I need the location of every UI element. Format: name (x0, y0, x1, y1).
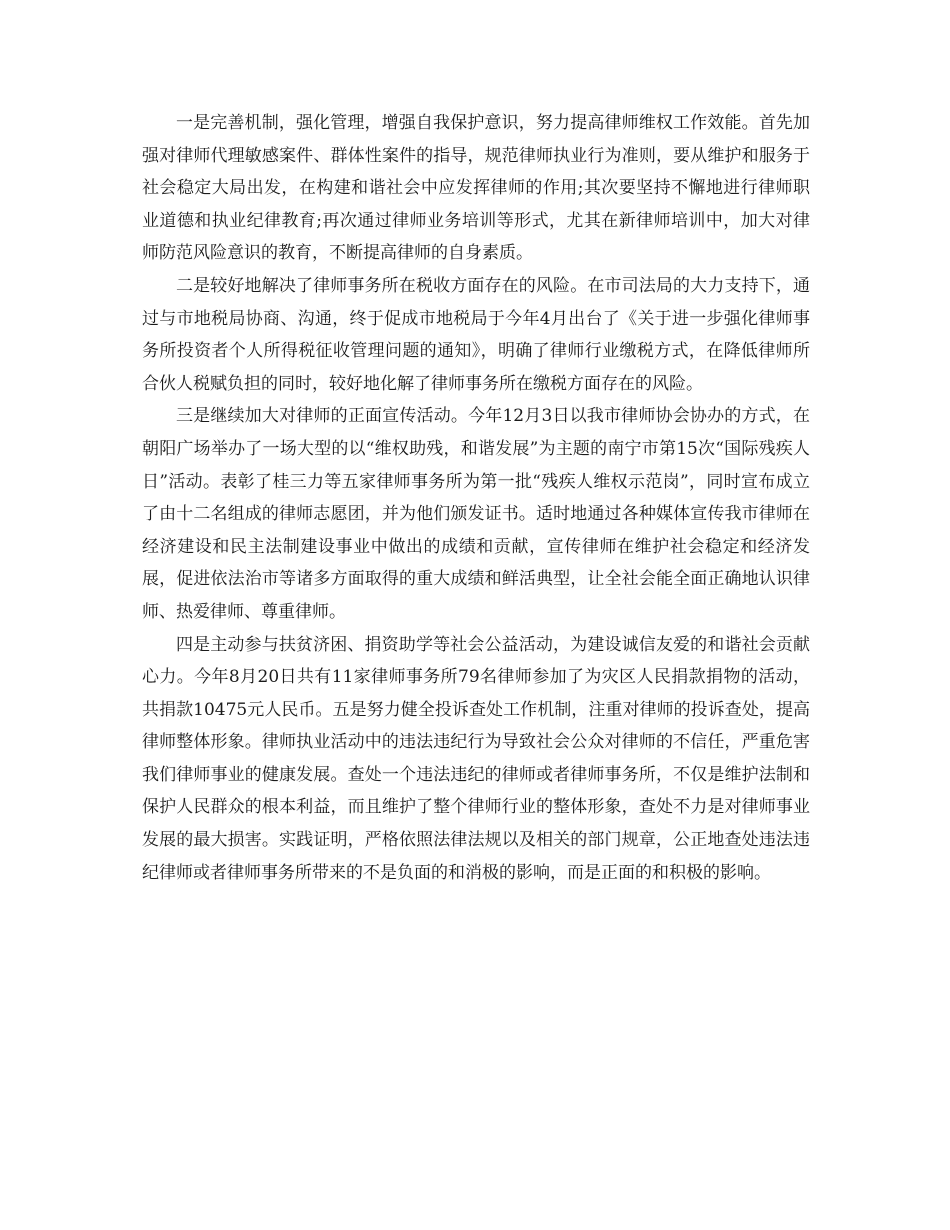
paragraph-3: 三是继续加大对律师的正面宣传活动。今年12月3日以我市律师协会协办的方式，在朝阳广场举办了一场大型的以“维权助残，和谐发展”为主题的南宁市第15次“国际残疾人日”活动。表彰了桂三力等五家律师事务所为第一批“残疾人维权示范岗”，同时宣布成立了由十二名组成的律师志愿团，并为他们颁发证书。适时地通过各种媒体宣传我市律师在经济建设和民主法制建设事业中做出的成绩和贡献，宣传律师在维护社会稳定和经济发展，促进依法治市等诸多方面取得的重大成绩和鲜活典型，让全社会能全面正确地认识律师、热爱律师、尊重律师。 (142, 406, 810, 622)
paragraph-4: 四是主动参与扶贫济困、捐资助学等社会公益活动，为建设诚信友爱的和谐社会贡献心力。今年8月20日共有11家律师事务所79名律师参加了为灾区人民捐款捐物的活动，共捐款10475元人民币。五是努力健全投诉查处工作机制，注重对律师的投诉查处，提高律师整体形象。律师执业活动中的违法违纪行为导致社会公众对律师的不信任，严重危害我们律师事业的健康发展。查处一个违法违纪的律师或者律师事务所，不仅是维护法制和保护人民群众的根本利益，而且维护了整个律师行业的整体形象，查处不力是对律师事业发展的最大损害。实践证明，严格依照法律法规以及相关的部门规章，公正地查处违法违纪律师或者律师事务所带来的不是负面的和消极的影响，而是正面的和积极的影响。 (142, 634, 810, 883)
paragraph-1: 一是完善机制，强化管理，增强自我保护意识，努力提高律师维权工作效能。首先加强对律师代理敏感案件、群体性案件的指导，规范律师执业行为准则，要从维护和服务于社会稳定大局出发，在构建和谐社会中应发挥律师的作用;其次要坚持不懈地进行律师职业道德和执业纪律教育;再次通过律师业务培训等形式，尤其在新律师培训中，加大对律师防范风险意识的教育，不断提高律师的自身素质。 (142, 113, 810, 264)
paragraph-2: 二是较好地解决了律师事务所在税收方面存在的风险。在市司法局的大力支持下，通过与市地税局协商、沟通，终于促成市地税局于今年4月出台了《关于进一步强化律师事务所投资者个人所得税征收管理问题的通知》，明确了律师行业缴税方式，在降低律师所合伙人税赋负担的同时，较好地化解了律师事务所在缴税方面存在的风险。 (142, 275, 810, 394)
document-body (142, 107, 810, 889)
